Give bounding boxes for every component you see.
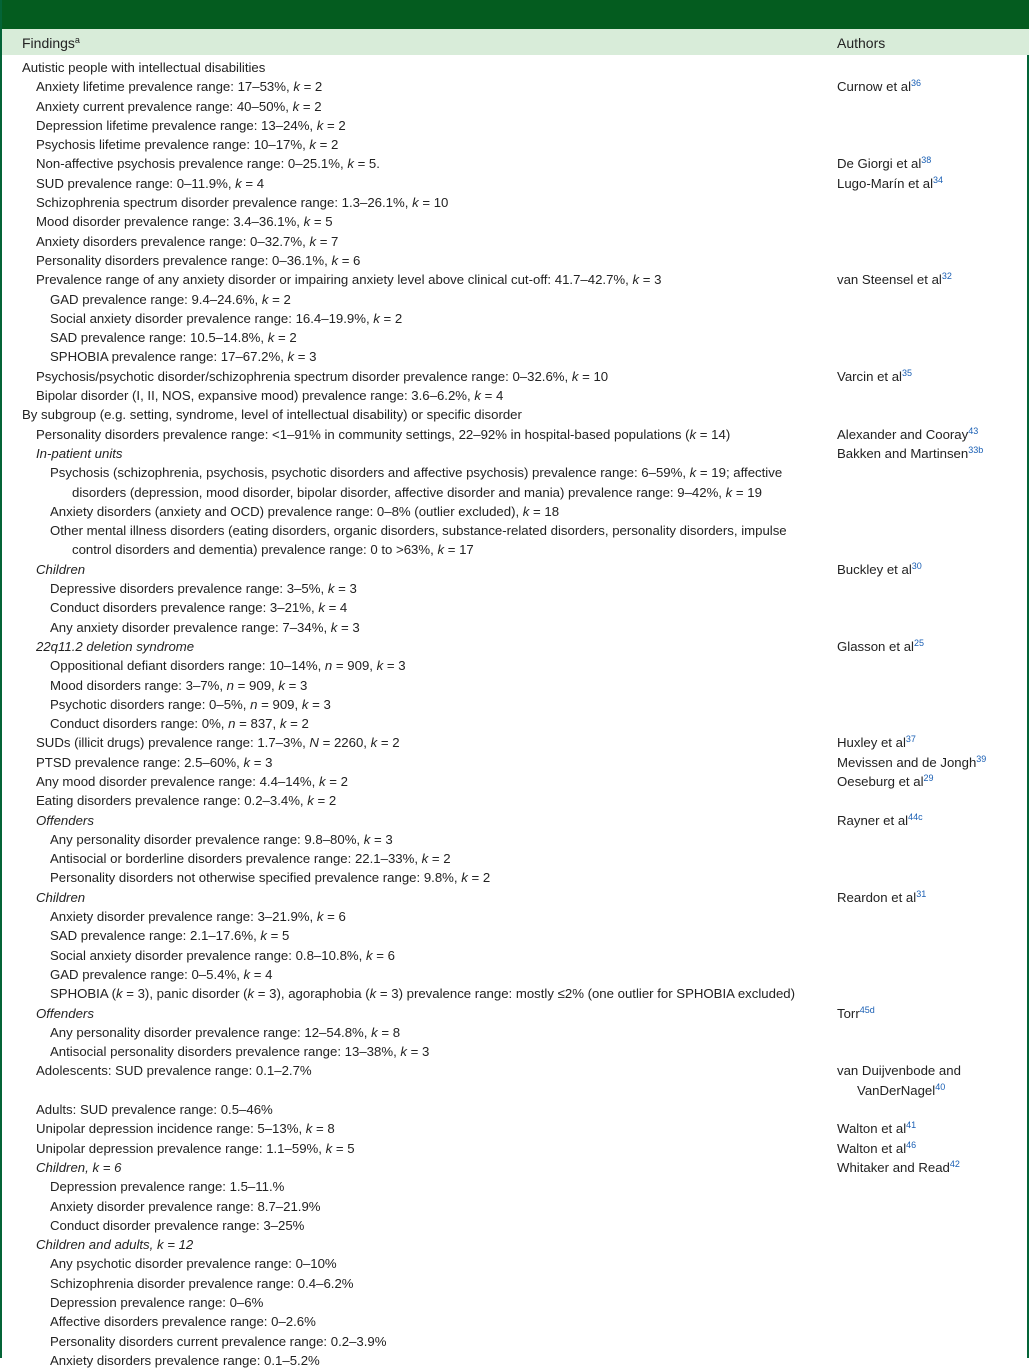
finding-cell bbox=[2, 830, 862, 849]
table-row bbox=[2, 154, 1029, 173]
reference-link[interactable]: 30 bbox=[911, 560, 922, 571]
table-row bbox=[2, 135, 1029, 154]
author-text: Alexander and Cooray bbox=[837, 426, 969, 442]
table-row bbox=[2, 984, 1029, 1003]
finding-text: Depression lifetime prevalence range: 13–24%, k = 2 bbox=[36, 117, 346, 133]
author-cell bbox=[837, 637, 1027, 656]
finding-text: SUD prevalence range: 0–11.9%, k = 4 bbox=[36, 175, 265, 191]
reference-link[interactable]: 43 bbox=[968, 425, 979, 436]
finding-cell bbox=[2, 1004, 848, 1023]
table-row bbox=[2, 1332, 1029, 1351]
finding-text: Children, k = 6 bbox=[36, 1159, 122, 1175]
finding-cell bbox=[2, 1158, 848, 1177]
table-row bbox=[2, 1197, 1029, 1216]
finding-cell bbox=[2, 444, 848, 463]
finding-text: Adults: SUD prevalence range: 0.5–46% bbox=[36, 1102, 273, 1118]
finding-cell bbox=[2, 656, 862, 675]
finding-cell bbox=[2, 1216, 862, 1235]
table-row bbox=[2, 849, 1029, 868]
table-row bbox=[2, 290, 1029, 309]
table-row bbox=[2, 502, 1029, 521]
table-row bbox=[2, 1274, 1029, 1293]
author-cell bbox=[837, 560, 1027, 579]
table-row bbox=[2, 405, 1029, 424]
table-row bbox=[2, 560, 1029, 579]
author-text: Buckley et al bbox=[837, 561, 912, 577]
finding-cell bbox=[2, 1100, 848, 1119]
finding-text: 22q11.2 deletion syndrome bbox=[36, 638, 195, 654]
table-row bbox=[2, 1023, 1029, 1042]
finding-cell bbox=[2, 1235, 848, 1254]
authors-column-header: Authors bbox=[837, 35, 886, 51]
table-row bbox=[2, 772, 1029, 791]
findings-column-header: Findings$^a$ bbox=[22, 35, 80, 51]
finding-cell bbox=[2, 405, 834, 424]
finding-text: Non-affective psychosis prevalence range: 0–25.1%, k = 5. bbox=[36, 156, 380, 172]
finding-text: Psychosis (schizophrenia, psychosis, psychotic disorders and affective psychosis) prevalence range: 6–59%, k = 19; affective bbox=[50, 465, 783, 481]
table-row bbox=[2, 926, 1029, 945]
table-row bbox=[2, 695, 1029, 714]
finding-cell bbox=[2, 502, 862, 521]
table-row bbox=[2, 1139, 1029, 1158]
table-row bbox=[2, 212, 1029, 231]
reference-link[interactable]: 38 bbox=[921, 155, 932, 166]
finding-cell bbox=[2, 521, 862, 560]
finding-text: Unipolar depression incidence range: 5–13%, k = 8 bbox=[36, 1121, 335, 1137]
finding-cell bbox=[2, 154, 848, 173]
author-text: Reardon et al bbox=[837, 889, 917, 905]
author-text: Torr bbox=[837, 1005, 860, 1021]
finding-text: Unipolar depression prevalence range: 1.1–59%, k = 5 bbox=[36, 1140, 355, 1156]
finding-cell bbox=[2, 965, 862, 984]
finding-text: By subgroup (e.g. setting, syndrome, level of intellectual disability) or specific disorder bbox=[22, 407, 522, 423]
finding-text: Personality disorders prevalence range: <1–91% in community settings, 22–92% in hospital-based populations (k = 14) bbox=[36, 426, 731, 442]
finding-text: Adolescents: SUD prevalence range: 0.1–2.7% bbox=[36, 1063, 312, 1079]
table-row bbox=[2, 830, 1029, 849]
author-cell bbox=[837, 270, 1027, 289]
author-cell bbox=[837, 733, 1027, 752]
reference-link[interactable]: 40 bbox=[935, 1081, 946, 1092]
table-body bbox=[2, 58, 1029, 1370]
finding-cell bbox=[2, 328, 862, 347]
finding-cell bbox=[2, 714, 862, 733]
finding-cell bbox=[2, 849, 862, 868]
finding-text: Anxiety disorder prevalence range: 8.7–21.9% bbox=[50, 1198, 321, 1214]
finding-text: control disorders and dementia) prevalence range: 0 to >63%, k = 17 bbox=[72, 542, 474, 558]
finding-cell bbox=[2, 212, 848, 231]
author-cell bbox=[837, 174, 1027, 193]
table-header bbox=[2, 29, 1029, 55]
reference-link[interactable]: 44c bbox=[908, 811, 923, 822]
finding-cell bbox=[2, 907, 862, 926]
table-row bbox=[2, 116, 1029, 135]
author-cell bbox=[837, 1119, 1027, 1138]
finding-cell bbox=[2, 676, 862, 695]
finding-cell bbox=[2, 367, 848, 386]
finding-text: Any personality disorder prevalence range: 9.8–80%, k = 3 bbox=[50, 831, 393, 847]
table-row bbox=[2, 598, 1029, 617]
table-row bbox=[2, 251, 1029, 270]
finding-cell bbox=[2, 1177, 862, 1196]
table-row bbox=[2, 232, 1029, 251]
finding-text: In-patient units bbox=[36, 445, 123, 461]
finding-text: Prevalence range of any anxiety disorder or impairing anxiety level above clinical cut-off: 41.7–42.7%, k = 3 bbox=[36, 272, 662, 288]
finding-text: Affective disorders prevalence range: 0–2.6% bbox=[50, 1314, 316, 1330]
table-row bbox=[2, 1177, 1029, 1196]
table-row bbox=[2, 1004, 1029, 1023]
findings-footnote-marker: a bbox=[74, 35, 80, 45]
finding-text: Children bbox=[36, 889, 86, 905]
finding-text: Schizophrenia disorder prevalence range: 0.4–6.2% bbox=[50, 1275, 354, 1291]
table-row bbox=[2, 58, 1029, 77]
author-text: Walton et al bbox=[837, 1121, 907, 1137]
table-row bbox=[2, 1351, 1029, 1370]
table-title-band bbox=[2, 0, 1029, 29]
finding-text: Children bbox=[36, 561, 86, 577]
finding-cell bbox=[2, 135, 848, 154]
finding-text: Schizophrenia spectrum disorder prevalence range: 1.3–26.1%, k = 10 bbox=[36, 195, 449, 211]
finding-cell bbox=[2, 463, 862, 502]
finding-cell bbox=[2, 598, 862, 617]
finding-cell bbox=[2, 270, 848, 289]
finding-text: Offenders bbox=[36, 812, 94, 828]
finding-cell bbox=[2, 560, 848, 579]
table-row bbox=[2, 270, 1029, 289]
finding-text: Psychosis/psychotic disorder/schizophrenia spectrum disorder prevalence range: 0–32.6%, k = 10 bbox=[36, 368, 609, 384]
finding-text: Depression prevalence range: 0–6% bbox=[50, 1295, 264, 1310]
finding-text: Anxiety disorder prevalence range: 3–21.9%, k = 6 bbox=[50, 909, 346, 925]
finding-cell bbox=[2, 1351, 862, 1370]
finding-text: Oppositional defiant disorders range: 10–14%, n = 909, k = 3 bbox=[50, 658, 406, 674]
author-text: Huxley et al bbox=[837, 735, 906, 751]
finding-cell bbox=[2, 386, 848, 405]
author-cell bbox=[837, 425, 1027, 444]
finding-cell bbox=[2, 1274, 862, 1293]
finding-text: Social anxiety disorder prevalence range: 0.8–10.8%, k = 6 bbox=[50, 947, 395, 963]
finding-cell bbox=[2, 926, 862, 945]
finding-cell bbox=[2, 1061, 848, 1080]
author-text: Mevissen and de Jongh bbox=[837, 754, 977, 770]
table-row bbox=[2, 676, 1029, 695]
author-cell bbox=[837, 888, 1027, 907]
finding-text: Depression prevalence range: 1.5–11.% bbox=[50, 1179, 285, 1195]
finding-text: SAD prevalence range: 2.1–17.6%, k = 5 bbox=[50, 928, 290, 944]
finding-text: Anxiety disorders prevalence range: 0–32.7%, k = 7 bbox=[36, 233, 339, 249]
table-row bbox=[2, 656, 1029, 675]
finding-text: Other mental illness disorders (eating disorders, organic disorders, substance-related disorders, personality disorders, impulse bbox=[50, 523, 787, 539]
author-text: VanDerNagel$^{40}$ bbox=[857, 1081, 946, 1098]
finding-cell bbox=[2, 946, 862, 965]
reference-link[interactable]: 45d bbox=[859, 1004, 875, 1015]
author-text: Curnow et al bbox=[837, 79, 912, 95]
table-row bbox=[2, 386, 1029, 405]
finding-cell bbox=[2, 1023, 862, 1042]
finding-cell bbox=[2, 58, 834, 77]
reference-link[interactable]: 46 bbox=[906, 1139, 917, 1150]
finding-cell bbox=[2, 1293, 862, 1312]
finding-text: Any personality disorder prevalence range: 12–54.8%, k = 8 bbox=[50, 1024, 401, 1040]
author-cell bbox=[837, 811, 1027, 830]
finding-text: Conduct disorders prevalence range: 3–21%, k = 4 bbox=[50, 600, 348, 616]
finding-cell bbox=[2, 1119, 848, 1138]
finding-text: Any mood disorder prevalence range: 4.4–14%, k = 2 bbox=[36, 773, 348, 789]
table-row bbox=[2, 1061, 1029, 1100]
author-cell bbox=[837, 1004, 1027, 1023]
finding-text: Social anxiety disorder prevalence range: 16.4–19.9%, k = 2 bbox=[50, 310, 403, 326]
finding-text: Mood disorders range: 3–7%, n = 909, k = 3 bbox=[50, 677, 308, 693]
table-row bbox=[2, 347, 1029, 366]
author-cell bbox=[837, 444, 1027, 463]
table-row bbox=[2, 444, 1029, 463]
finding-text: Antisocial or borderline disorders prevalence range: 22.1–33%, k = 2 bbox=[50, 851, 451, 867]
author-cell bbox=[837, 1061, 1027, 1100]
table-row bbox=[2, 1216, 1029, 1235]
table-row bbox=[2, 1293, 1029, 1312]
table-row bbox=[2, 174, 1029, 193]
author-text: Walton et al bbox=[837, 1140, 907, 1156]
table-row bbox=[2, 1254, 1029, 1273]
reference-link[interactable]: 31 bbox=[916, 888, 927, 899]
author-text: Rayner et al bbox=[837, 812, 909, 828]
table-row bbox=[2, 714, 1029, 733]
reference-link[interactable]: 39 bbox=[976, 753, 987, 764]
finding-text: Personality disorders prevalence range: 0–36.1%, k = 6 bbox=[36, 252, 361, 268]
table-row bbox=[2, 868, 1029, 887]
table-row bbox=[2, 888, 1029, 907]
finding-text: Personality disorders not otherwise specified prevalence range: 9.8%, k = 2 bbox=[50, 870, 491, 886]
finding-cell bbox=[2, 174, 848, 193]
finding-cell bbox=[2, 1254, 862, 1273]
table-row bbox=[2, 328, 1029, 347]
finding-text: Autistic people with intellectual disabilities bbox=[22, 60, 266, 75]
finding-cell bbox=[2, 888, 848, 907]
reference-link[interactable]: 42 bbox=[949, 1158, 960, 1169]
author-text: van Duijvenbode and bbox=[837, 1063, 961, 1079]
author-cell bbox=[837, 367, 1027, 386]
table-row bbox=[2, 791, 1029, 810]
author-text: Bakken and Martinsen bbox=[837, 445, 969, 461]
table-row bbox=[2, 1235, 1029, 1254]
finding-text: Offenders bbox=[36, 1005, 94, 1021]
finding-cell bbox=[2, 116, 848, 135]
reference-link[interactable]: 37 bbox=[905, 734, 916, 745]
finding-text: SPHOBIA (k = 3), panic disorder (k = 3), agoraphobia (k = 3) prevalence range: mostly ≤2% (one outlier for SPHOBIA excluded) bbox=[50, 986, 796, 1002]
finding-text: PTSD prevalence range: 2.5–60%, k = 3 bbox=[36, 754, 273, 770]
finding-text: GAD prevalence range: 0–5.4%, k = 4 bbox=[50, 966, 273, 982]
table-row bbox=[2, 309, 1029, 328]
author-cell bbox=[837, 772, 1027, 791]
finding-text: Psychotic disorders range: 0–5%, n = 909, k = 3 bbox=[50, 696, 331, 712]
reference-link[interactable]: 35 bbox=[902, 367, 913, 378]
finding-cell bbox=[2, 579, 862, 598]
finding-text: Conduct disorder prevalence range: 3–25% bbox=[50, 1217, 305, 1233]
finding-cell bbox=[2, 868, 862, 887]
finding-text: Mood disorder prevalence range: 3.4–36.1%, k = 5 bbox=[36, 214, 333, 230]
table-row bbox=[2, 1100, 1029, 1119]
author-text: Glasson et al bbox=[837, 638, 914, 654]
reference-link[interactable]: 25 bbox=[913, 637, 924, 648]
table-row bbox=[2, 733, 1029, 752]
finding-text: Any anxiety disorder prevalence range: 7–34%, k = 3 bbox=[50, 619, 360, 635]
author-cell bbox=[837, 753, 1027, 772]
author-text: van Steensel et al bbox=[837, 272, 942, 288]
finding-cell bbox=[2, 811, 848, 830]
finding-text: Eating disorders prevalence range: 0.2–3.4%, k = 2 bbox=[36, 793, 337, 809]
author-cell bbox=[837, 77, 1027, 96]
author-cell bbox=[837, 1158, 1027, 1177]
finding-cell bbox=[2, 347, 862, 366]
table-row bbox=[2, 753, 1029, 772]
finding-text: Anxiety lifetime prevalence range: 17–53%, k = 2 bbox=[36, 79, 323, 95]
table-row bbox=[2, 1042, 1029, 1061]
reference-link[interactable]: 34 bbox=[933, 174, 944, 185]
table-row bbox=[2, 1119, 1029, 1138]
reference-link[interactable]: 33b bbox=[968, 444, 984, 455]
finding-cell bbox=[2, 1312, 862, 1331]
finding-cell bbox=[2, 733, 848, 752]
finding-text: Anxiety current prevalence range: 40–50%, k = 2 bbox=[36, 98, 322, 114]
finding-cell bbox=[2, 753, 848, 772]
author-text: Whitaker and Read bbox=[837, 1159, 950, 1175]
finding-cell bbox=[2, 193, 848, 212]
table-row bbox=[2, 367, 1029, 386]
author-text: De Giorgi et al bbox=[837, 156, 922, 172]
finding-text: Anxiety disorders (anxiety and OCD) prevalence range: 0–8% (outlier excluded), k = 18 bbox=[50, 503, 560, 519]
finding-cell bbox=[2, 791, 848, 810]
table-row bbox=[2, 579, 1029, 598]
author-cell bbox=[837, 1139, 1027, 1158]
finding-text: disorders (depression, mood disorder, bipolar disorder, affective disorder and mania) prevalence range: 9–42%, k = 19 bbox=[72, 484, 762, 500]
author-cell bbox=[837, 154, 1027, 173]
table-row bbox=[2, 811, 1029, 830]
finding-text: Anxiety disorders prevalence range: 0.1–5.2% bbox=[50, 1352, 320, 1368]
table-row bbox=[2, 946, 1029, 965]
finding-cell bbox=[2, 1332, 862, 1351]
finding-text: Any psychotic disorder prevalence range: 0–10% bbox=[50, 1256, 337, 1272]
table-row bbox=[2, 97, 1029, 116]
reference-link[interactable]: 41 bbox=[906, 1120, 917, 1131]
finding-cell bbox=[2, 695, 862, 714]
reference-link[interactable]: 36 bbox=[911, 78, 922, 89]
table-row bbox=[2, 193, 1029, 212]
finding-text: SPHOBIA prevalence range: 17–67.2%, k = 3 bbox=[50, 349, 317, 365]
finding-text: Personality disorders current prevalence range: 0.2–3.9% bbox=[50, 1333, 387, 1349]
table-row bbox=[2, 1312, 1029, 1331]
finding-cell bbox=[2, 290, 862, 309]
finding-text: SUDs (illicit drugs) prevalence range: 1.7–3%, N = 2260, k = 2 bbox=[36, 735, 400, 751]
table-row bbox=[2, 77, 1029, 96]
finding-cell bbox=[2, 1197, 862, 1216]
finding-cell bbox=[2, 97, 848, 116]
finding-cell bbox=[2, 425, 848, 444]
table-row bbox=[2, 907, 1029, 926]
finding-text: Conduct disorders range: 0%, n = 837, k = 2 bbox=[50, 716, 309, 732]
finding-cell bbox=[2, 1139, 848, 1158]
finding-text: Antisocial personality disorders prevalence range: 13–38%, k = 3 bbox=[50, 1044, 430, 1060]
finding-text: Depressive disorders prevalence range: 3–5%, k = 3 bbox=[50, 581, 357, 597]
finding-cell bbox=[2, 637, 848, 656]
table-row bbox=[2, 1158, 1029, 1177]
author-text: Varcin et al bbox=[837, 368, 902, 384]
finding-text: SAD prevalence range: 10.5–14.8%, k = 2 bbox=[50, 330, 297, 346]
finding-text: Bipolar disorder (I, II, NOS, expansive mood) prevalence range: 3.6–6.2%, k = 4 bbox=[36, 388, 504, 404]
finding-cell bbox=[2, 1042, 862, 1061]
table-row bbox=[2, 618, 1029, 637]
finding-cell bbox=[2, 309, 862, 328]
author-text: Oeseburg et al bbox=[837, 773, 924, 789]
finding-cell bbox=[2, 232, 848, 251]
author-text: Lugo-Marín et al bbox=[837, 175, 934, 191]
table-row bbox=[2, 521, 1029, 560]
finding-cell bbox=[2, 984, 862, 1003]
reference-link[interactable]: 29 bbox=[923, 772, 934, 783]
finding-cell bbox=[2, 77, 848, 96]
reference-link[interactable]: 32 bbox=[941, 271, 952, 282]
finding-text: Psychosis lifetime prevalence range: 10–17%, k = 2 bbox=[36, 137, 339, 153]
finding-cell bbox=[2, 772, 848, 791]
finding-text: GAD prevalence range: 9.4–24.6%, k = 2 bbox=[50, 291, 291, 307]
finding-cell bbox=[2, 618, 862, 637]
table-row bbox=[2, 425, 1029, 444]
finding-text: Children and adults, k = 12 bbox=[36, 1237, 194, 1253]
finding-cell bbox=[2, 251, 848, 270]
table-row bbox=[2, 637, 1029, 656]
table-row bbox=[2, 965, 1029, 984]
table-row bbox=[2, 463, 1029, 502]
